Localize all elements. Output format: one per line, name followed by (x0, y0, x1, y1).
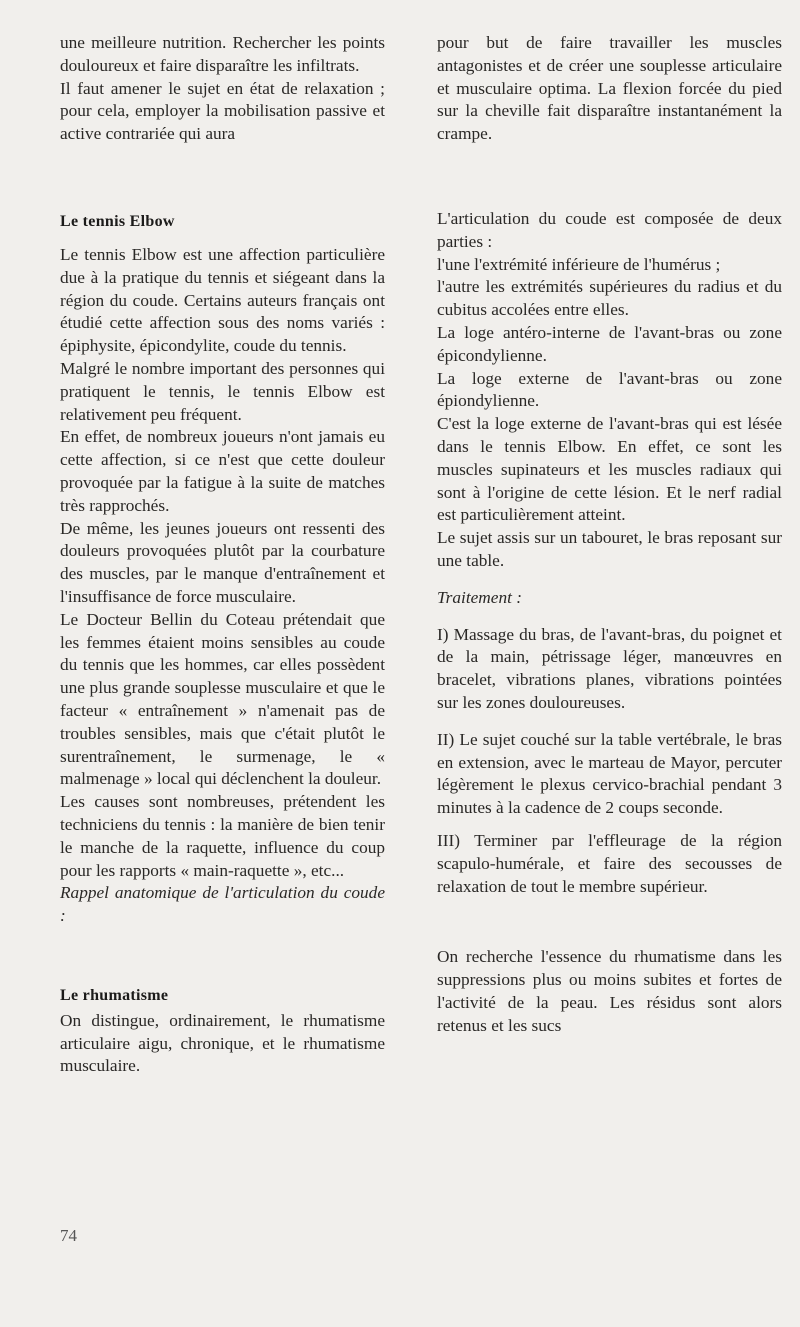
paragraph: En effet, de nombreux joueurs n'ont jamais eu cette affection, si ce n'est que cette douleur provoquée par la fatigue à la suite de matches très rapprochés. (60, 427, 385, 515)
paragraph: C'est la loge externe de l'avant-bras qui est lésée dans le tennis Elbow. En effet, ce sont les muscles supinateurs et les muscles radiaux qui sont à l'origine de cette lésion. Et le nerf radial est particulièrement atteint. (437, 414, 782, 525)
paragraph: II) Le sujet couché sur la table vertébrale, le bras en extension, avec le marteau de Mayor, percuter légèrement le plexus cervico-brachial pendant 3 minutes à la cadence de 2 coups seconde. (437, 729, 782, 818)
traitement-heading: Traitement : (437, 587, 522, 607)
paragraph: Il faut amener le sujet en état de relaxation ; pour cela, employer la mobilisation passive et active contrariée qui aura (60, 78, 385, 144)
section-heading-rhumatisme: Le rhumatisme (60, 986, 169, 1004)
paragraph: On recherche l'essence du rhumatisme dans les suppressions plus ou moins subites et fortes de l'activité de la peau. Les résidus sont alors retenus et les sucs (437, 947, 782, 1035)
paragraph: La loge externe de l'avant-bras ou zone épiondylienne. (437, 368, 782, 411)
paragraph: On distingue, ordinairement, le rhumatisme articulaire aigu, chronique, et le rhumatisme musculaire. (60, 1010, 385, 1076)
paragraph: Les causes sont nombreuses, prétendent les techniciens du tennis : la manière de bien tenir le manche de la raquette, influence du coup pour les rapports « main-raquette », etc... (60, 792, 385, 880)
paragraph: Le sujet assis sur un tabouret, le bras reposant sur une table. (437, 528, 782, 570)
paragraph: une meilleure nutrition. Rechercher les points douloureux et faire disparaître les infiltrats. (60, 33, 385, 75)
left-column (60, 32, 385, 1078)
paragraph: l'autre les extrémités supérieures du radius et du cubitus accolées entre elles. (437, 277, 782, 320)
paragraph: L'articulation du coude est composée de deux parties : (437, 208, 782, 251)
paragraph: l'une l'extrémité inférieure de l'humérus ; (437, 254, 721, 274)
page-number: 74 (60, 1226, 77, 1245)
paragraph: Malgré le nombre important des personnes qui pratiquent le tennis, le tennis Elbow est relativement peu fréquent. (60, 358, 385, 424)
paragraph: Le tennis Elbow est une affection particulière due à la pratique du tennis et siégeant dans la région du coude. Certains auteurs français ont étudié cette affection sous des noms variés : épiphysite, épicondylite, coude du tennis. (60, 244, 385, 356)
right-column (437, 32, 782, 1037)
paragraph: pour but de faire travailler les muscles antagonistes et de créer une souplesse articulaire et musculaire optima. La flexion forcée du pied sur la cheville fait disparaître instantanément la crampe. (437, 33, 782, 144)
paragraph: Le Docteur Bellin du Coteau prétendait que les femmes étaient moins sensibles au coude du tennis que les hommes, car elles possèdent une plus grande souplesse musculaire et que le facteur « entraînement » n'amenait pas de troubles sensibles, mais que c'était plutôt le surentraînement, le surmenage, le « malmenage » local qui déclenchent la douleur. (60, 609, 385, 789)
paragraph: La loge antéro-interne de l'avant-bras ou zone épicondylienne. (437, 322, 782, 365)
paragraph: I) Massage du bras, de l'avant-bras, du poignet et de la main, pétrissage léger, manœuvres en bracelet, vibrations planes, vibrations pointées sur les zones douloureuses. (437, 624, 782, 712)
paragraph: De même, les jeunes joueurs ont ressenti des douleurs provoquées plutôt par la courbature des muscles, par le manque d'entraînement et l'insuffisance de force musculaire. (60, 518, 385, 606)
section-heading-tennis-elbow: Le tennis Elbow (60, 212, 175, 230)
paragraph: III) Terminer par l'effleurage de la région scapulo-humérale, et faire des secousses de relaxation de tout le membre supérieur. (437, 830, 782, 896)
paragraph-italic: Rappel anatomique de l'articulation du coude : (60, 883, 385, 926)
